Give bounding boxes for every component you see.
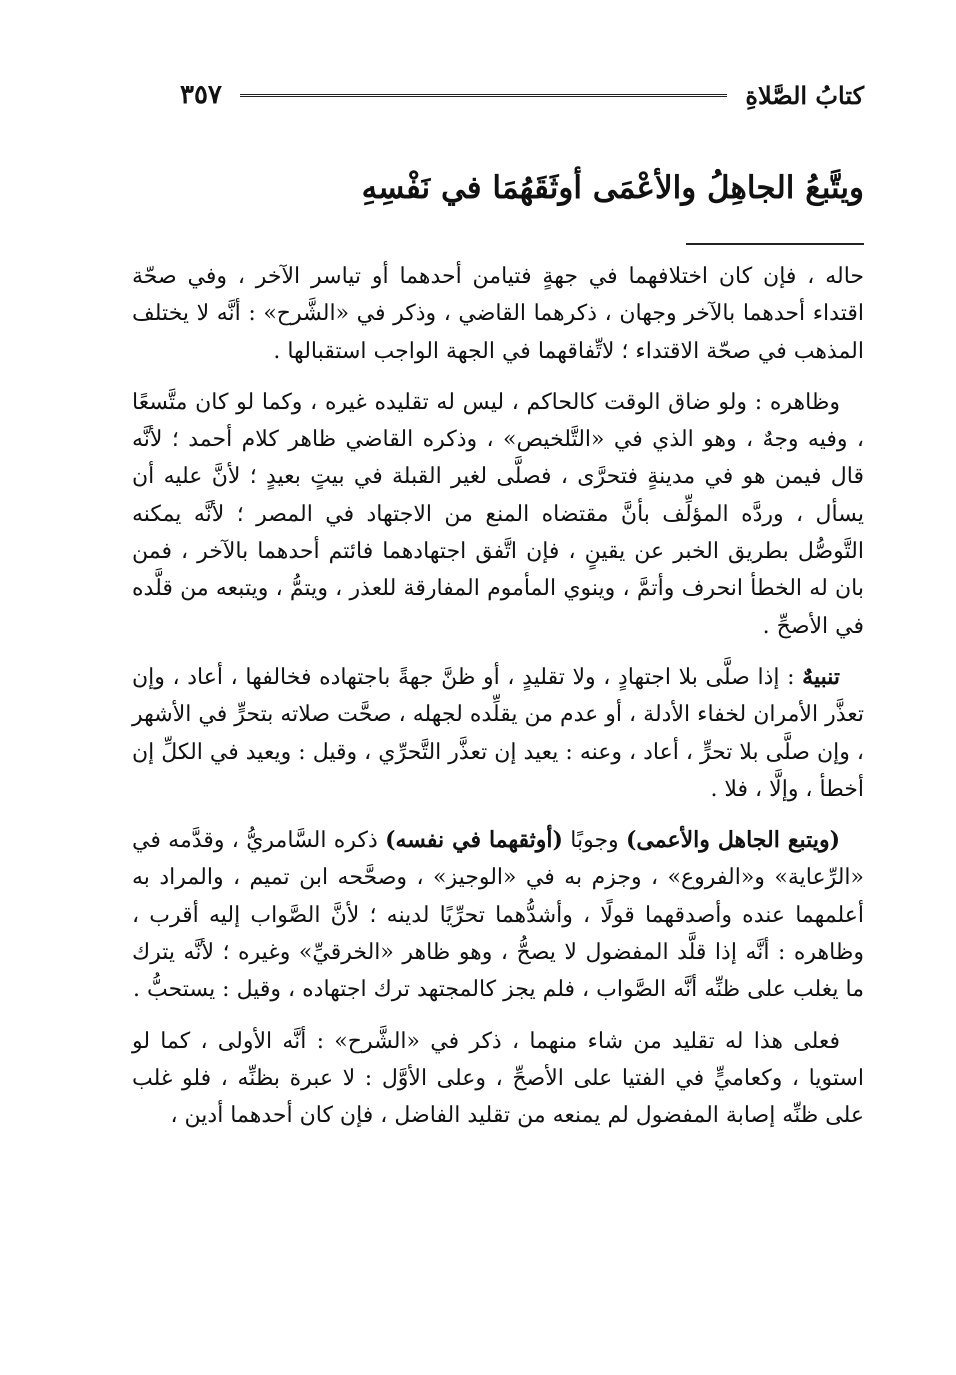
paragraph-4-mid: وجوبًا	[562, 828, 626, 854]
page-number: ٣٥٧	[180, 80, 222, 110]
header-rule	[240, 94, 727, 97]
paragraph-5: فعلى هذا له تقليد من شاء منهما ، ذكر في «الشَّرح» : أنَّه الأولى ، كما لو استويا ، وكعاميٍّ في الفتيا على الأصحِّ ، وعلى الأوَّل : لا عبرة بظنِّه ، فلو غلب على ظنِّه إصابة المفضول لم يمنعه من تقليد الفاضل ، فإن كان أحدهما أدين ،	[132, 1028, 864, 1129]
note-text: : إذا صلَّى بلا اجتهادٍ ، ولا تقليدٍ ، أو ظنَّ جهةً باجتهاده فخالفها ، أعاد ، وإن تعذَّر الأمران لخفاء الأدلة ، أو عدم من يقلِّده لجهله ، صحَّت صلاته بتحرٍّ في الأشهر ، وإن صلَّى بلا تحرٍّ ، أعاد ، وعنه : يعيد إن تعذَّر التَّحرِّي ، وقيل : ويعيد في الكلِّ إن أخطأ ، وإلَّا ، فلا .	[132, 664, 864, 802]
quoted-matn-2: (أوثقهما في نفسه)	[385, 827, 563, 854]
paragraph-2: وظاهره : ولو ضاق الوقت كالحاكم ، ليس له تقليده غيره ، وكما لو كان متَّسعًا ، وفيه وجهٌ ، وهو الذي في «التَّلخيص» ، وذكره القاضي ظاهر كلام أحمد ؛ لأنَّه قال فيمن هو في مدينةٍ فتحرَّى ، فصلَّى لغير القبلة في بيتٍ بعيدٍ ؛ لأنَّ عليه أن يسأل ، وردَّه المؤلِّف بأنَّ مقتضاه المنع من الاجتهاد في المصر ؛ لأنَّه يمكنه التَّوصُّل بطريق الخبر عن يقينٍ ، فإن اتَّفق اجتهادهما فائتم أحدهما بالآخر ، فمن بان له الخطأ انحرف وأتمَّ ، وينوي المأموم المفارقة للعذر ، ويتمُّ ، ويتبعه من قلَّده في الأصحِّ .	[132, 389, 864, 639]
running-title: كتابُ الصَّلاةِ	[745, 80, 864, 110]
commentary-body	[132, 258, 864, 1149]
note-label: تنبيهٌ	[802, 663, 840, 690]
page-header	[180, 72, 864, 118]
separator-line	[686, 243, 864, 245]
paragraph-4	[132, 822, 864, 1008]
paragraph-3	[132, 659, 864, 808]
paragraph-4-text: ذكره السَّامريُّ ، وقدَّمه في «الرِّعاية» و«الفروع» ، وجزم به في «الوجيز» ، وصحَّحه ابن تميم ، والمراد به أعلمهما عنده وأصدقهما قولًا ، وأشدُّهما تحرِّيًا لدينه ؛ لأنَّ الصَّواب إليه أقرب ، وظاهره : أنَّه إذا قلَّد المفضول لا يصحُّ ، وهو ظاهر «الخرقيِّ» وغيره ؛ لأنَّه يترك ما يغلب على ظنِّه أنَّه الصَّواب ، فلم يجز كالمجتهد ترك اجتهاده ، وقيل : يستحبُّ .	[132, 828, 864, 1003]
quoted-matn-1: (ويتبع الجاهل والأعمى)	[626, 827, 840, 854]
paragraph-1: حاله ، فإن كان اختلافهما في جهةٍ فتيامن أحدهما أو تياسر الآخر ، وفي صحّة اقتداء أحدهما بالآخر وجهان ، ذكرهما القاضي ، وذكر في «الشَّرح» : أنَّه لا يختلف المذهب في صحّة الاقتداء ؛ لاتِّفاقهما في الجهة الواجب استقبالها .	[132, 264, 864, 364]
matn-text: ويتَّبعُ الجاهِلُ والأعْمَى أوثَقَهُمَا في نَفْسِهِ	[361, 170, 864, 206]
